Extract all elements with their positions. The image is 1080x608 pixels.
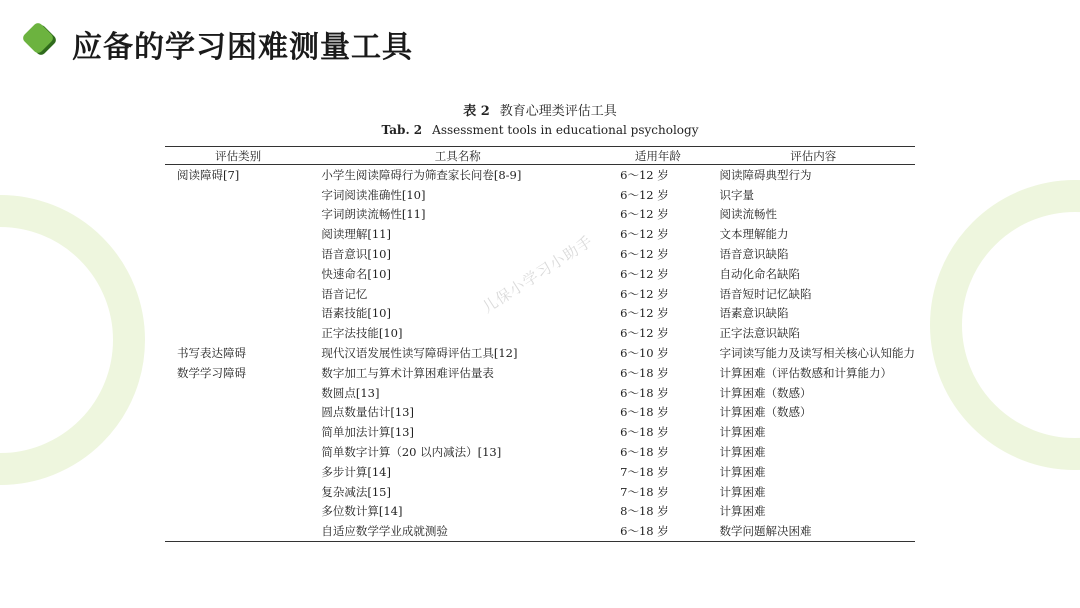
caption-en-title: Assessment tools in educational psychology	[432, 123, 699, 137]
age-range-cell: 6～18 岁	[620, 425, 669, 440]
age-range-cell: 6～12 岁	[620, 187, 669, 202]
age-range-cell: 6～12 岁	[620, 247, 669, 262]
tool-name-cell: 小学生阅读障碍行为筛查家长问卷[8-9]	[321, 167, 522, 182]
assessment-content-cell: 计算困难（数感）	[719, 385, 812, 400]
table-row	[165, 284, 915, 304]
assessment-content-cell: 计算困难	[719, 464, 766, 479]
tool-name-cell: 数圆点[13]	[321, 385, 380, 400]
tool-name-cell: 自适应数学学业成就测验	[321, 524, 448, 539]
assessment-content-cell: 阅读障碍典型行为	[719, 167, 812, 182]
age-range-cell: 6～18 岁	[620, 385, 669, 400]
tool-name-cell: 现代汉语发展性读写障碍评估工具[12]	[321, 346, 518, 361]
assessment-content-cell: 语素意识缺陷	[719, 306, 789, 321]
watermark: 儿保小学习小助手	[479, 231, 597, 317]
assessment-content-cell: 计算困难	[719, 445, 766, 460]
tool-name-cell: 语音意识[10]	[321, 247, 391, 262]
age-range-cell: 6～18 岁	[620, 524, 669, 539]
age-range-cell: 7～18 岁	[620, 464, 669, 479]
assessment-content-cell: 计算困难（数感）	[719, 405, 812, 420]
table-row	[165, 442, 915, 462]
category-cell	[165, 304, 311, 324]
age-range-cell: 7～18 岁	[620, 484, 669, 499]
table-caption-cn	[165, 100, 915, 119]
table-row	[165, 343, 915, 363]
caption-cn-title: 教育心理类评估工具	[499, 104, 617, 119]
tool-name-cell: 正字法技能[10]	[321, 326, 403, 341]
category-cell	[165, 224, 311, 244]
age-range-cell: 6～12 岁	[620, 286, 669, 301]
tool-name-cell: 多步计算[14]	[321, 464, 391, 479]
age-range-cell: 6～10 岁	[620, 346, 669, 361]
tool-name-cell: 字词阅读准确性[10]	[321, 187, 426, 202]
category-cell	[165, 403, 311, 423]
table-row	[165, 224, 915, 244]
decorative-ring-left	[0, 195, 145, 485]
category-cell	[165, 442, 311, 462]
category-cell: 数学学习障碍	[177, 365, 246, 380]
assessment-content-cell: 正字法意识缺陷	[719, 326, 800, 341]
table-row	[165, 363, 915, 383]
table-row	[165, 462, 915, 482]
tool-name-cell: 多位数计算[14]	[321, 504, 403, 519]
assessment-content-cell: 字词读写能力及读写相关核心认知能力	[719, 346, 915, 361]
table-row	[165, 165, 915, 185]
tool-name-cell: 语素技能[10]	[321, 306, 391, 321]
table-row	[165, 323, 915, 343]
tool-name-cell: 圆点数量估计[13]	[321, 405, 414, 420]
assessment-content-cell: 自动化命名缺陷	[719, 266, 800, 281]
decorative-ring-right	[930, 180, 1080, 470]
category-cell	[165, 383, 311, 403]
category-cell	[165, 482, 311, 502]
category-cell	[165, 185, 311, 205]
category-cell	[165, 205, 311, 225]
caption-en-label: Tab. 2	[381, 123, 423, 137]
assessment-content-cell: 语音意识缺陷	[719, 247, 789, 262]
age-range-cell: 6～12 岁	[620, 207, 669, 222]
tool-name-cell: 快速命名[10]	[321, 266, 391, 281]
table-body	[165, 165, 915, 542]
brand-logo-icon	[18, 20, 60, 62]
category-cell	[165, 422, 311, 442]
table-row	[165, 482, 915, 502]
category-cell	[165, 502, 311, 522]
column-header: 评估内容	[712, 147, 916, 165]
age-range-cell: 6～18 岁	[620, 445, 669, 460]
tool-name-cell: 数字加工与算术计算困难评估量表	[321, 365, 494, 380]
page-title: 应备的学习困难测量工具	[72, 30, 413, 65]
tool-name-cell: 简单加法计算[13]	[321, 425, 414, 440]
column-header: 适用年龄	[604, 147, 711, 165]
category-cell: 书写表达障碍	[177, 346, 246, 361]
age-range-cell: 6～18 岁	[620, 365, 669, 380]
column-header: 评估类别	[165, 147, 311, 165]
category-cell	[165, 244, 311, 264]
column-header: 工具名称	[311, 147, 604, 165]
tool-name-cell: 复杂减法[15]	[321, 484, 391, 499]
assessment-content-cell: 计算困难（评估数感和计算能力）	[719, 365, 892, 380]
age-range-cell: 6～12 岁	[620, 326, 669, 341]
table-caption-en	[165, 123, 915, 137]
tool-name-cell: 阅读理解[11]	[321, 227, 391, 242]
assessment-content-cell: 计算困难	[719, 425, 766, 440]
age-range-cell: 6～12 岁	[620, 266, 669, 281]
category-cell	[165, 284, 311, 304]
assessment-content-cell: 计算困难	[719, 504, 766, 519]
table-row	[165, 185, 915, 205]
table-row	[165, 383, 915, 403]
category-cell	[165, 521, 311, 541]
age-range-cell: 6～12 岁	[620, 227, 669, 242]
assessment-content-cell: 识字量	[719, 187, 754, 202]
assessment-content-cell: 语音短时记忆缺陷	[719, 286, 812, 301]
age-range-cell: 8～18 岁	[620, 504, 669, 519]
age-range-cell: 6～18 岁	[620, 405, 669, 420]
age-range-cell: 6～12 岁	[620, 306, 669, 321]
assessment-content-cell: 文本理解能力	[719, 227, 789, 242]
assessment-content-cell: 计算困难	[719, 484, 766, 499]
table-row	[165, 502, 915, 522]
table-row	[165, 422, 915, 442]
category-cell	[165, 462, 311, 482]
assessment-content-cell: 阅读流畅性	[719, 207, 777, 222]
table-row	[165, 403, 915, 423]
table-row	[165, 205, 915, 225]
caption-cn-label: 表 2	[463, 104, 490, 119]
category-cell: 阅读障碍[7]	[177, 167, 240, 182]
category-cell	[165, 323, 311, 343]
tool-name-cell: 语音记忆	[321, 286, 368, 301]
table-row	[165, 304, 915, 324]
age-range-cell: 6～12 岁	[620, 167, 669, 182]
assessment-content-cell: 数学问题解决困难	[719, 524, 812, 539]
table-header-row	[165, 147, 915, 165]
tool-name-cell: 简单数字计算（20 以内减法）[13]	[321, 445, 502, 460]
table-row	[165, 521, 915, 541]
category-cell	[165, 264, 311, 284]
assessment-tools-table	[165, 146, 915, 542]
tool-name-cell: 字词朗读流畅性[11]	[321, 207, 426, 222]
